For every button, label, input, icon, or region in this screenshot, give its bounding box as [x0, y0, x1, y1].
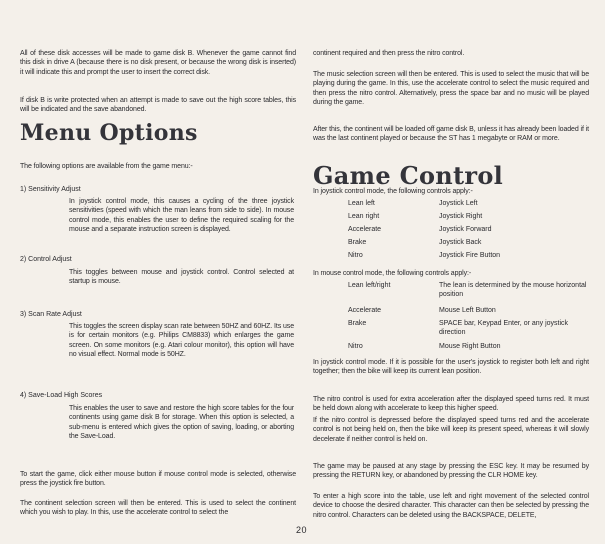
- control-action: Accelerate: [348, 226, 382, 233]
- control-binding: Joystick Forward: [439, 226, 492, 233]
- control-action: Lean right: [348, 213, 380, 220]
- control-action: Brake: [348, 320, 367, 327]
- option-1-description: In joystick control mode, this causes a cycling of the three joystick sensitivities (speed with which the man leans from side to side). In mouse control mode, this enables the user to define the required scaling for the mouse and a separate instruction screen is displayed.: [69, 198, 294, 234]
- control-action: Lean left: [348, 200, 375, 207]
- control-binding: Mouse Right Button: [439, 343, 501, 350]
- control-binding: Joystick Left: [439, 200, 478, 207]
- control-binding: SPACE bar, Keypad Enter, or any joystick direction: [439, 320, 569, 337]
- option-2-title: 2) Control Adjust: [20, 256, 72, 263]
- continent-paragraph: The continent selection screen will then be entered. This is used to select the continent which you wish to play. In this, use the accelerate control to select the: [20, 500, 296, 517]
- option-1-title: 1) Sensitivity Adjust: [20, 186, 81, 193]
- control-binding: Joystick Back: [439, 239, 482, 246]
- control-action: Lean left/right: [348, 282, 391, 289]
- joystick-note-paragraph: In joystick control mode. If it is possible for the user's joystick to register both left and right together; then the bike will keep its current lean position.: [313, 359, 589, 376]
- joystick-intro: In joystick control mode, the following controls apply:-: [313, 188, 473, 195]
- control-binding: Joystick Right: [439, 213, 483, 220]
- option-4-title: 4) Save-Load High Scores: [20, 392, 103, 399]
- mouse-intro: In mouse control mode, the following controls apply:-: [313, 270, 472, 277]
- loading-paragraph: After this, the continent will be loaded off game disk B, unless it has already been loaded if it was the last continent played or because the ST has 1 megabyte or RAM or more.: [313, 126, 589, 143]
- control-binding: Joystick Fire Button: [439, 252, 501, 259]
- high-score-paragraph: To enter a high score into the table, use left and right movement of the selected control device to choose the desired character. This character can then be selected by pressing the nitro control. Characters can be deleted using the BACKSPACE, DELETE,: [313, 493, 589, 519]
- control-action: Brake: [348, 239, 367, 246]
- nitro-speed-paragraph: If the nitro control is depressed before the displayed speed turns red and the accelerate control is not being held on, then the bike will keep its present speed, whereas it will slowly decelerate if neither control is held on.: [313, 417, 589, 443]
- start-game-paragraph: To start the game, click either mouse button if mouse control mode is selected, otherwise press the joystick fire button.: [20, 471, 296, 488]
- option-4-description: This enables the user to save and restore the high score tables for the four continents using game disk B for storage. When this option is selected, a sub-menu is entered which gives the option of saving, loading, or aborting the Save-Load.: [69, 405, 294, 441]
- nitro-paragraph: The nitro control is used for extra acceleration after the displayed speed turns red. It must be held down along with accelerate to keep this higher speed.: [313, 396, 589, 413]
- option-3-description: This toggles the screen display scan rate between 50HZ and 60HZ. Its use is for certain monitors (e.g. Philips CM8833) which enlarges the game screen. On some monitors (e.g. Atari colour monitor), this option will have no visual effect. Normal mode is 50HZ.: [69, 323, 294, 359]
- control-binding: The lean is determined by the mouse horizontal position: [439, 282, 587, 299]
- control-action: Accelerate: [348, 307, 382, 314]
- option-3-title: 3) Scan Rate Adjust: [20, 311, 82, 318]
- options-intro: The following options are available from the game menu:-: [20, 163, 193, 170]
- game-control-heading: Game Control: [313, 161, 504, 190]
- page-number: 20: [296, 525, 308, 535]
- music-selection-paragraph: The music selection screen will then be entered. This is used to select the music that will be playing during the game. In this, use the accelerate control to select the music required and then press the nitro control. Alternatively, press the space bar and no music will be played during the game.: [313, 71, 589, 107]
- write-protect-paragraph: If disk B is write protected when an attempt is made to save out the high score tables, this will be indicated and the save abandoned.: [20, 97, 296, 114]
- intro-paragraph: All of these disk accesses will be made to game disk B. Whenever the game cannot find this disk in drive A (because there is no disk present, or because the wrong disk is inserted) it will indicate this and prompt the user to insert the correct disk.: [20, 50, 296, 76]
- pause-paragraph: The game may be paused at any stage by pressing the ESC key. It may be resumed by pressing the RETURN key, or abandoned by pressing the CLR HOME key.: [313, 463, 589, 480]
- control-action: Nitro: [348, 252, 363, 259]
- control-binding: Mouse Left Button: [439, 307, 496, 314]
- continent-continued: continent required and then press the nitro control.: [313, 50, 465, 57]
- control-action: Nitro: [348, 343, 363, 350]
- option-2-description: This toggles between mouse and joystick control. Control selected at startup is mouse.: [69, 269, 294, 286]
- menu-options-heading: Menu Options: [20, 120, 198, 146]
